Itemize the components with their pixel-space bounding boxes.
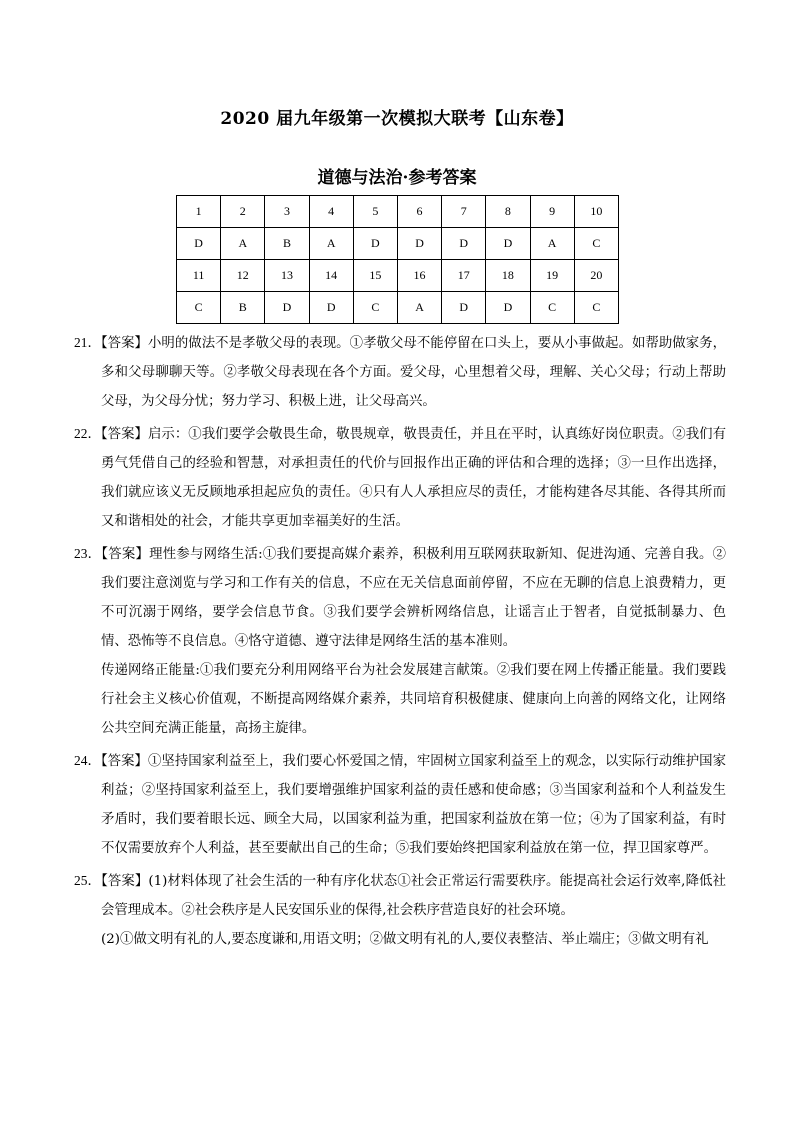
answer-letter-cell: B xyxy=(265,228,309,260)
question-number-cell: 7 xyxy=(442,196,486,228)
answer-letter-cell: C xyxy=(530,292,574,324)
answer-label: 【答案】 xyxy=(101,874,149,889)
question-number-cell: 20 xyxy=(574,260,618,292)
question-number-cell: 16 xyxy=(397,260,441,292)
answer-text xyxy=(74,419,726,536)
question-number-cell: 11 xyxy=(177,260,221,292)
question-number: 25． xyxy=(74,873,102,888)
question-number-cell: 15 xyxy=(353,260,397,292)
document-subtitle: 道德与法治·参考答案 xyxy=(317,168,477,188)
question-number-cell: 17 xyxy=(442,260,486,292)
question-number-row xyxy=(177,260,619,292)
answer-letter-cell: D xyxy=(177,228,221,260)
question-number-cell: 10 xyxy=(574,196,618,228)
answer-letter-cell: C xyxy=(353,292,397,324)
answer-body-extra: 传递网络正能量:①我们要充分利用网络平台为社会发展建言献策。②我们要在网上传播正能量。我们要践行社会主义核心价值观，不断提高网络媒介素养，共同培育积极健康、健康向上向善的网络文化，让网络公共空间充满正能量，高扬主旋律。 xyxy=(101,663,726,736)
question-number: 21． xyxy=(74,335,101,350)
answer-letter-cell: A xyxy=(530,228,574,260)
document-title: 2020 届九年级第一次模拟大联考【山东卷】 xyxy=(220,109,574,129)
answer-letter-cell: D xyxy=(397,228,441,260)
question-number-cell: 9 xyxy=(530,196,574,228)
answer-letter-cell: C xyxy=(177,292,221,324)
answer-label: 【答案】 xyxy=(100,754,148,769)
answer-text xyxy=(74,539,726,656)
question-number-cell: 13 xyxy=(265,260,309,292)
answer-letter-cell: D xyxy=(265,292,309,324)
answer-body: ①坚持国家利益至上，我们要心怀爱国之情，牢固树立国家利益至上的观念，以实际行动维护国家利益；②坚持国家利益至上，我们要增强维护国家利益的责任感和使命感；③当国家利益和个人利益发生矛盾时，我们要着眼长远、顾全大局，以国家利益为重，把国家利益放在第一位；④为了国家利益，有时不仅需要放弃个人利益，甚至要献出自己的生命；⑤我们要始终把国家利益放在第一位，捍卫国家尊严。 xyxy=(101,754,726,856)
answer-25 xyxy=(74,866,726,954)
answer-text xyxy=(74,328,726,416)
answer-letter-row xyxy=(177,292,619,324)
answer-body: (1)材料体现了社会生活的一种有序化状态①社会正常运行需要秩序。能提高社会运行效率,降低社会管理成本。②社会秩序是人民安国乐业的保得,社会秩序营造良好的社会环境。 xyxy=(101,874,726,918)
answer-letter-cell: C xyxy=(574,228,618,260)
answer-text xyxy=(74,866,726,925)
answer-letter-cell: D xyxy=(309,292,353,324)
question-number-cell: 14 xyxy=(309,260,353,292)
answer-23 xyxy=(74,539,726,743)
answer-21 xyxy=(74,328,726,416)
question-number-cell: 8 xyxy=(486,196,530,228)
answer-key-table xyxy=(176,195,619,324)
answer-letter-cell: C xyxy=(574,292,618,324)
answer-letter-cell: D xyxy=(486,292,530,324)
question-number-cell: 5 xyxy=(353,196,397,228)
question-number-cell: 12 xyxy=(221,260,265,292)
question-number-cell: 6 xyxy=(397,196,441,228)
answer-letter-cell: A xyxy=(397,292,441,324)
answer-body: 启示：①我们要学会敬畏生命，敬畏规章，敬畏责任，并且在平时，认真练好岗位职责。②我们有勇气凭借自己的经验和智慧，对承担责任的代价与回报作出正确的评估和合理的选择；③一旦作出选择，我们就应该义无反顾地承担起应负的责任。④只有人人承担应尽的责任，才能构建各尽其能、各得其所而又和谐相处的社会，才能共享更加幸福美好的生活。 xyxy=(101,427,726,529)
answer-label: 【答案】 xyxy=(100,427,148,442)
question-number-cell: 2 xyxy=(221,196,265,228)
question-number: 24． xyxy=(74,753,101,768)
question-number-cell: 18 xyxy=(486,260,530,292)
answer-letter-cell: D xyxy=(442,292,486,324)
answer-22 xyxy=(74,419,726,536)
answer-letter-cell: A xyxy=(309,228,353,260)
question-number-cell: 1 xyxy=(177,196,221,228)
answer-letter-cell: D xyxy=(442,228,486,260)
question-number: 22． xyxy=(74,426,101,441)
answer-letter-cell: B xyxy=(221,292,265,324)
question-number-cell: 19 xyxy=(530,260,574,292)
answer-letter-cell: D xyxy=(353,228,397,260)
answer-body: 理性参与网络生活:①我们要提高媒介素养，积极利用互联网获取新知、促进沟通、完善自我。②我们要注意浏览与学习和工作有关的信息，不应在无关信息面前停留，不应在无聊的信息上浪费精力，更不可沉溺于网络，要学会信息节食。③我们要学会辨析网络信息，让谣言止于智者，自觉抵制暴力、色情、恐怖等不良信息。④恪守道德、遵守法律是网络生活的基本准则。 xyxy=(101,547,727,649)
answer-section xyxy=(74,328,726,957)
answer-text xyxy=(74,746,726,863)
question-number-cell: 3 xyxy=(265,196,309,228)
answer-label: 【答案】 xyxy=(100,336,148,351)
question-number-cell: 4 xyxy=(309,196,353,228)
answer-body-extra: (2)①做文明有礼的人,要态度谦和,用语文明；②做文明有礼的人,要仪表整洁、举止端庄；③做文明有礼 xyxy=(101,932,709,947)
question-number: 23． xyxy=(74,546,102,561)
answer-letter-cell: A xyxy=(221,228,265,260)
answer-letter-cell: D xyxy=(486,228,530,260)
answer-letter-row xyxy=(177,228,619,260)
answer-label: 【答案】 xyxy=(101,547,150,562)
answer-24 xyxy=(74,746,726,863)
question-number-row xyxy=(177,196,619,228)
answer-body: 小明的做法不是孝敬父母的表现。①孝敬父母不能停留在口头上，要从小事做起。如帮助做家务，多和父母聊聊天等。②孝敬父母表现在各个方面。爱父母，心里想着父母，理解、关心父母；行动上帮助父母，为父母分忧；努力学习、积极上进，让父母高兴。 xyxy=(101,336,726,409)
